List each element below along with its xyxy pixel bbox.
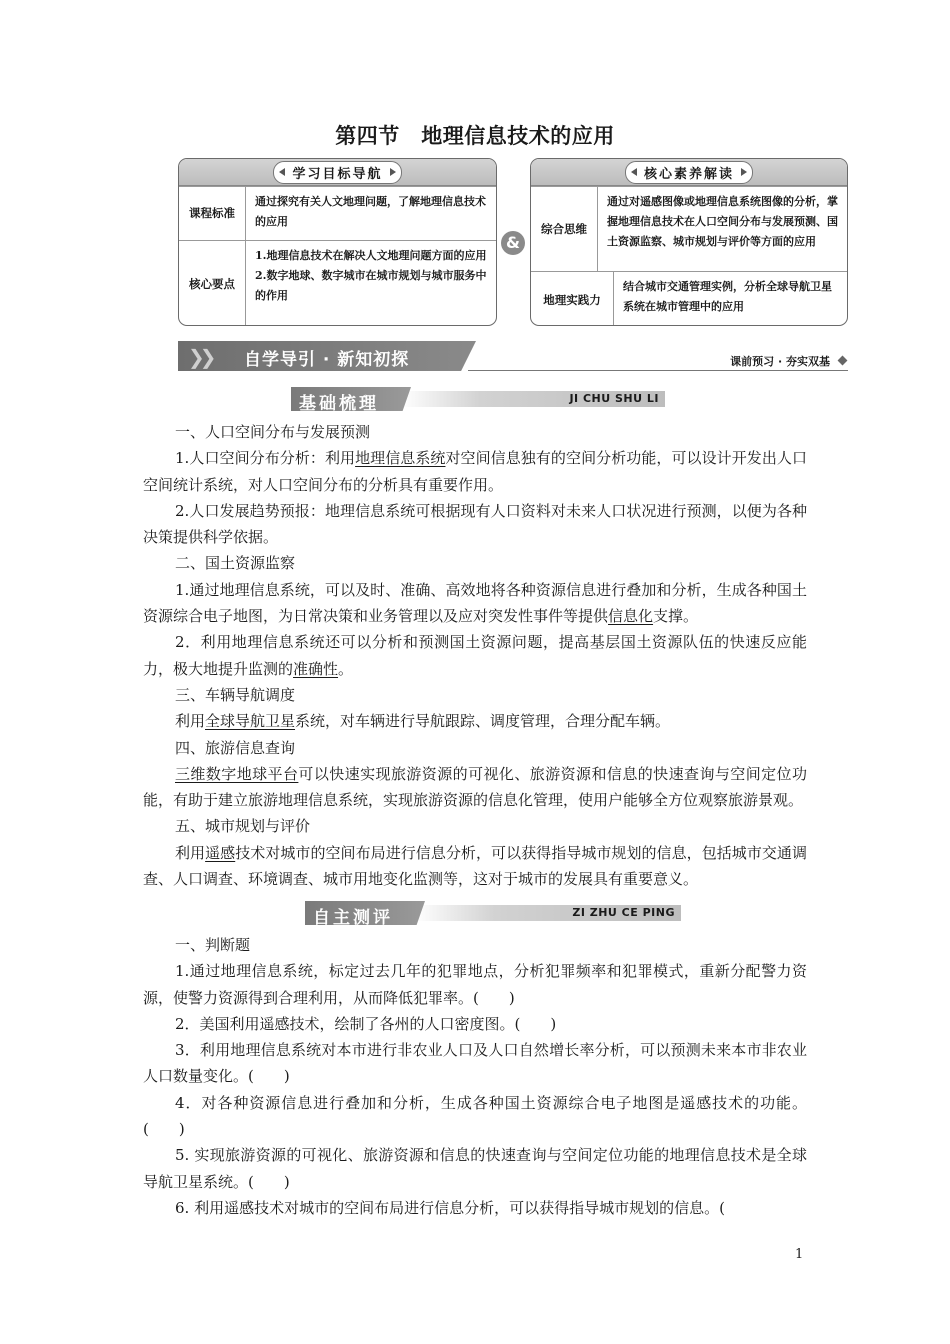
literacy-row-practice <box>531 271 847 326</box>
row-label: 综合思维 <box>531 187 598 271</box>
core-literacy-panel <box>530 158 848 326</box>
heading-true-false: 一、判断题 <box>175 936 251 954</box>
question-3: 3．利用地理信息系统对本市进行非农业人口及人口自然增长率分析，可以预测未来本市非农业人口数量变化。( ) <box>143 1041 807 1086</box>
page-title: 第四节 地理信息技术的应用 <box>335 123 615 148</box>
double-chevron-icon: ❯❯ <box>188 345 212 369</box>
row-label: 课程标准 <box>179 187 246 240</box>
answer-blank: 三维数字地球平台 <box>175 764 299 783</box>
text: 系统，对车辆进行导航跟踪、调度管理，合理分配车辆。 <box>295 712 671 731</box>
paragraph <box>143 708 807 734</box>
basics-label: 基础梳理 <box>299 394 379 414</box>
text: 1.通过地理信息系统，可以及时、准确、高效地将各种资源信息进行叠加和分析，生成各种国土资源综合电子地图，为日常决策和业务管理以及应对突发性事件等提供 <box>143 580 807 626</box>
answer-blank: 全球导航卫星 <box>205 712 296 731</box>
row-text: 通过对遥感图像或地理信息系统图像的分析，掌握地理信息技术在人口空间分布与发展预测、国土资源监察、城市规划与评价等方面的应用 <box>607 195 838 248</box>
heading-navigation: 三、车辆导航调度 <box>175 685 296 704</box>
page-number: 1 <box>795 1247 804 1262</box>
banner-rule <box>468 370 848 371</box>
text: 。 <box>338 659 354 678</box>
basics-content <box>143 419 807 892</box>
text: 可以快速实现旅游资源的可视化、旅游资源和信息的快速查询与空间定位功能，有助于建立旅游地理信息系统，实现旅游资源的信息化管理，使用户能够全方位观察旅游景观。 <box>143 764 807 810</box>
text: 利用 <box>175 712 206 731</box>
basics-bar <box>291 387 665 414</box>
objective-row-standard <box>179 186 496 240</box>
diamond-icon <box>838 356 848 366</box>
text: 2．利用地理信息系统还可以分析和预测国土资源问题，提高基层国土资源队伍的快速反应能力，极大地提升监测的 <box>143 633 807 678</box>
paragraph <box>143 761 807 814</box>
row-text: 1.地理信息技术在解决人文地理问题方面的应用 2.数字地球、数字城市在城市规划与城市服务中的作用 <box>255 249 487 302</box>
paragraph <box>143 445 807 498</box>
section-banner-title: 自学导引 · 新知初探 <box>244 350 410 370</box>
test-pinyin: ZI ZHU CE PING <box>572 906 675 919</box>
basics-pinyin: JI CHU SHU LI <box>569 392 659 405</box>
learning-objectives-heading: 学习目标导航 <box>273 161 401 184</box>
section-banner <box>178 341 848 373</box>
paragraph <box>143 577 807 630</box>
text: 支撑。 <box>653 607 699 626</box>
paragraph: 2.人口发展趋势预报：地理信息系统可根据现有人口资料对未来人口状况进行预测，以便为各种决策提供科学依据。 <box>143 501 807 547</box>
answer-blank: 遥感 <box>205 843 236 862</box>
test-content <box>143 932 807 1221</box>
literacy-row-thinking <box>531 186 847 271</box>
row-label: 地理实践力 <box>531 272 614 326</box>
learning-objectives-panel <box>178 158 497 326</box>
question-4: 4．对各种资源信息进行叠加和分析，生成各种国土资源综合电子地图是遥感技术的功能。( ) <box>143 1093 807 1139</box>
question-2: 2．美国利用遥感技术，绘制了各州的人口密度图。( ) <box>175 1014 557 1033</box>
heading-land-resources: 二、国土资源监察 <box>175 554 296 573</box>
text: 对空间信息独有的空间分析功能，可以设计开发出人口空间统计系统，对人口空间分布的分析具有重要作用。 <box>143 449 807 494</box>
heading-population: 一、人口空间分布与发展预测 <box>175 423 371 441</box>
text: 技术对城市的空间布局进行信息分析，可以获得指导城市规划的信息，包括城市交通调查、人口调查、环境调查、城市用地变化监测等，这对于城市的发展具有重要意义。 <box>143 843 807 889</box>
heading-tourism: 四、旅游信息查询 <box>175 738 296 757</box>
core-literacy-header <box>531 159 847 186</box>
section-banner-subtitle: 课前预习 · 夯实双基 <box>730 355 830 368</box>
answer-blank: 准确性 <box>293 659 339 678</box>
question-6: 6. 利用遥感技术对城市的空间布局进行信息分析，可以获得指导城市规划的信息。( <box>175 1198 725 1217</box>
row-label: 核心要点 <box>179 241 246 326</box>
test-label: 自主测评 <box>313 908 393 928</box>
objective-row-keypoints <box>179 240 496 326</box>
answer-blank: 信息化 <box>608 607 654 626</box>
row-text: 结合城市交通管理实例，分析全球导航卫星系统在城市管理中的应用 <box>623 280 832 313</box>
heading-city-planning: 五、城市规划与评价 <box>175 817 311 836</box>
paragraph <box>143 840 807 893</box>
question-1: 1.通过地理信息系统，标定过去几年的犯罪地点，分析犯罪频率和犯罪模式，重新分配警力资源，使警力资源得到合理利用，从而降低犯罪率。( ) <box>143 962 807 1007</box>
core-literacy-heading: 核心素养解读 <box>625 161 753 184</box>
row-text: 通过探究有关人文地理问题，了解地理信息技术的应用 <box>255 195 486 228</box>
answer-blank: 地理信息系统 <box>355 449 446 468</box>
learning-objectives-header <box>179 159 496 186</box>
question-5: 5. 实现旅游资源的可视化、旅游资源和信息的快速查询与空间定位功能的地理信息技术是全球导航卫星系统。( ) <box>143 1146 807 1191</box>
paragraph <box>143 629 807 682</box>
text: 利用 <box>175 843 206 862</box>
test-bar <box>305 901 681 928</box>
text: 1.人口空间分布分析：利用 <box>175 449 356 468</box>
ampersand-icon: & <box>501 231 525 255</box>
